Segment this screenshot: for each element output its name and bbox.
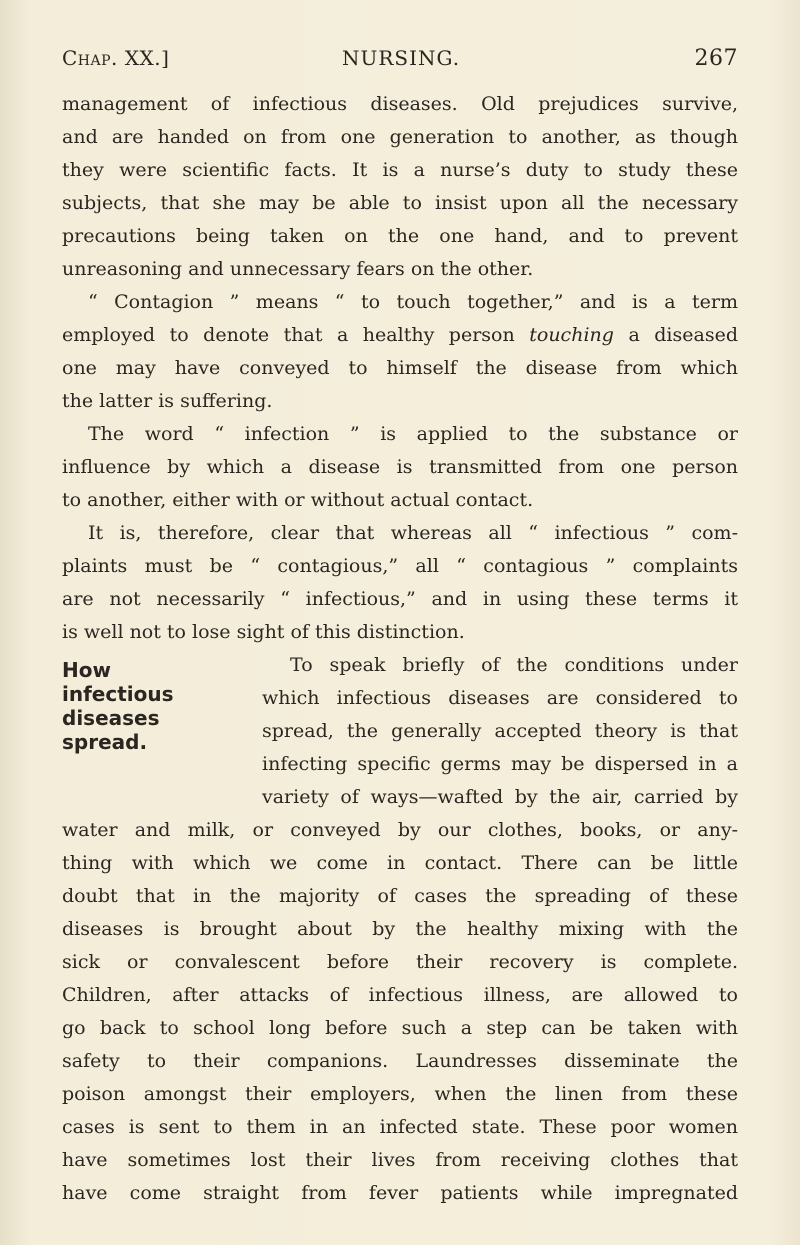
text-line: water and milk, or conveyed by our clothes, books, or any-	[62, 819, 738, 841]
margin-note-line: spread.	[62, 730, 148, 754]
text-line: to another, either with or without actual contact.	[62, 489, 534, 511]
text-line: thing with which we come in contact. There can be little	[62, 852, 738, 874]
text-line: cases is sent to them in an infected state. These poor women	[62, 1116, 738, 1138]
text-line: plaints must be “ contagious,” all “ contagious ” complaints	[62, 555, 738, 577]
text-segment: employed to denote that a healthy person	[62, 324, 515, 346]
text-line: The word “ infection ” is applied to the substance or	[88, 423, 738, 445]
text-line: unreasoning and unnecessary fears on the other.	[62, 258, 534, 280]
text-line: subjects, that she may be able to insist upon all the necessary	[62, 192, 738, 214]
text-line: “ Contagion ” means “ to touch together,” and is a term	[88, 291, 738, 313]
margin-note	[62, 658, 252, 754]
text-line: diseases is brought about by the healthy mixing with the	[62, 918, 738, 940]
text-line: variety of ways—wafted by the air, carried by	[262, 786, 738, 808]
text-line: is well not to lose sight of this distinction.	[62, 621, 465, 643]
text-line: spread, the generally accepted theory is that	[262, 720, 738, 742]
text-line: precautions being taken on the one hand, and to prevent	[62, 225, 738, 247]
running-header	[62, 46, 738, 80]
text-line: poison amongst their employers, when the linen from these	[62, 1083, 738, 1105]
text-line: have sometimes lost their lives from receiving clothes that	[62, 1149, 738, 1171]
text-line	[62, 319, 738, 352]
chapter-label: Chap. XX.]	[62, 46, 170, 70]
text-line: the latter is suffering.	[62, 390, 273, 412]
emphasis-word: touching	[529, 324, 614, 346]
margin-note-line: How	[62, 658, 111, 682]
text-line: have come straight from fever patients while impregnated	[62, 1182, 738, 1204]
text-line: they were scientific facts. It is a nurse’s duty to study these	[62, 159, 738, 181]
text-line: doubt that in the majority of cases the spreading of these	[62, 885, 738, 907]
text-line: one may have conveyed to himself the disease from which	[62, 357, 738, 379]
text-line: which infectious diseases are considered to	[262, 687, 738, 709]
margin-note-line: infectious	[62, 682, 174, 706]
text-line: It is, therefore, clear that whereas all “ infectious ” com-	[88, 522, 738, 544]
text-line: safety to their companions. Laundresses disseminate the	[62, 1050, 738, 1072]
text-line: Children, after attacks of infectious illness, are allowed to	[62, 984, 738, 1006]
page-number: 267	[694, 46, 738, 71]
text-line: are not necessarily “ infectious,” and in using these terms it	[62, 588, 738, 610]
margin-note-line: diseases	[62, 706, 160, 730]
text-segment: a diseased	[628, 324, 738, 346]
text-line: infecting specific germs may be dispersed in a	[262, 753, 738, 775]
running-title: NURSING.	[342, 46, 461, 70]
text-line: and are handed on from one generation to another, as though	[62, 126, 738, 148]
text-line: management of infectious diseases. Old prejudices survive,	[62, 93, 738, 115]
text-line: sick or convalescent before their recovery is complete.	[62, 951, 738, 973]
text-line: influence by which a disease is transmitted from one person	[62, 456, 738, 478]
text-line: To speak briefly of the conditions under	[290, 654, 738, 676]
text-line: go back to school long before such a step can be taken with	[62, 1017, 738, 1039]
